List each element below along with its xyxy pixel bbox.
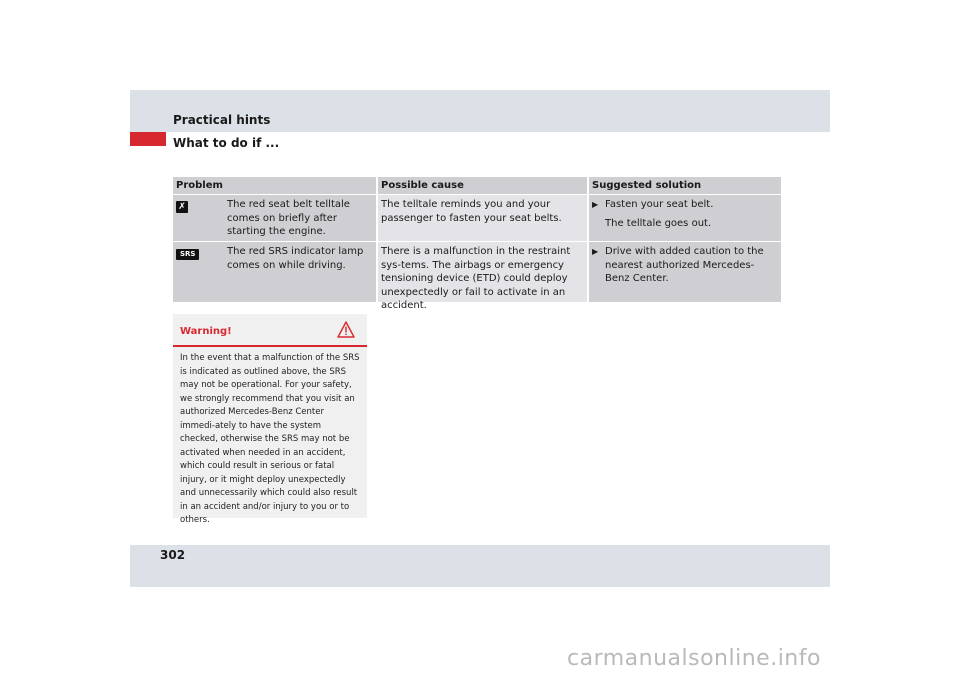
watermark: carmanualsonline.info — [567, 646, 821, 671]
cause-cell: There is a malfunction in the restraint sys-tems. The airbags or emergency tensioning device (ETD) could deploy unexpectedly or fail to activate in an accident. — [376, 242, 587, 302]
solution-cell — [587, 242, 781, 302]
bullet-arrow-icon: ▶ — [592, 247, 599, 256]
column-header-problem: Problem — [173, 177, 376, 194]
problem-cell — [173, 195, 376, 241]
seat-belt-telltale-icon: ✗ — [176, 201, 188, 213]
bullet-arrow-icon: ▶ — [592, 200, 599, 209]
solution-text: Fasten your seat belt. — [605, 199, 714, 210]
column-header-cause: Possible cause — [376, 177, 587, 194]
warning-header — [173, 314, 367, 347]
column-header-solution: Suggested solution — [587, 177, 781, 194]
section-marker — [130, 132, 166, 146]
warning-text: In the event that a malfunction of the SRS is indicated as outlined above, the SRS may not be operational. For your safety, we strongly recommend that you visit an authorized Mercedes-Benz Center immedi-ately to have the system checked, otherwise the SRS may not be activated when needed in an accident, which could result in serious or fatal injury, or it might deploy unexpectedly and unnecessarily which could also result in an accident and/or injury to you or to others. — [180, 353, 360, 525]
warning-box — [173, 314, 367, 525]
table-header-row — [173, 177, 781, 194]
warning-triangle-icon — [337, 321, 355, 338]
section-title: Practical hints — [173, 113, 271, 127]
cause-cell: The telltale reminds you and your passenger to fasten your seat belts. — [376, 195, 587, 241]
solution-cell — [587, 195, 781, 241]
troubleshooting-table — [173, 177, 781, 311]
solution-note: The telltale goes out. — [605, 217, 712, 229]
page-number: 302 — [160, 548, 186, 562]
footer-band — [130, 545, 830, 587]
solution-text: Drive with added caution to the nearest authorized Mercedes-Benz Center. — [605, 246, 764, 284]
problem-text: The red seat belt telltale comes on briefly after starting the engine. — [227, 199, 350, 237]
page-subtitle: What to do if ... — [173, 136, 280, 150]
problem-cell — [173, 242, 376, 302]
table-row — [173, 194, 781, 241]
problem-text: The red SRS indicator lamp comes on while driving. — [227, 246, 364, 271]
table-row — [173, 241, 781, 311]
srs-indicator-icon: SRS — [176, 249, 199, 260]
warning-title: Warning! — [180, 326, 232, 337]
